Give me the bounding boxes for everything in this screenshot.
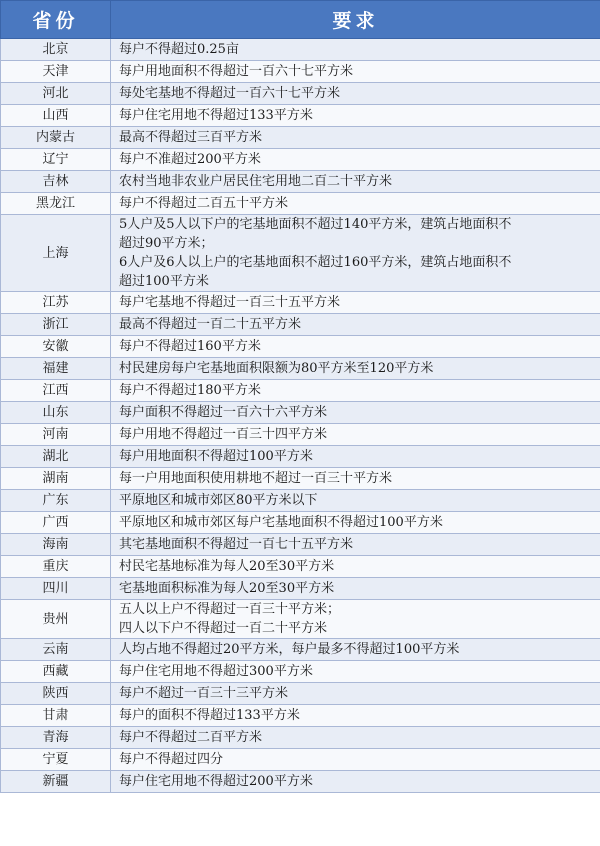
requirement-cell xyxy=(111,534,600,556)
province-cell: 贵州 xyxy=(1,600,111,639)
province-cell: 青海 xyxy=(1,727,111,749)
table-row xyxy=(1,292,600,314)
requirement-line: 超过90平方米； xyxy=(119,236,214,251)
province-cell: 江苏 xyxy=(1,292,111,314)
table-row xyxy=(1,127,600,149)
province-cell: 甘肃 xyxy=(1,705,111,727)
province-cell: 宁夏 xyxy=(1,749,111,771)
province-cell: 江西 xyxy=(1,380,111,402)
requirement-cell xyxy=(111,424,600,446)
table-row xyxy=(1,171,600,193)
requirement-cell xyxy=(111,771,600,793)
table-row xyxy=(1,683,600,705)
table-row xyxy=(1,39,600,61)
table-row xyxy=(1,661,600,683)
requirement-cell xyxy=(111,215,600,292)
province-cell: 湖北 xyxy=(1,446,111,468)
table-row xyxy=(1,446,600,468)
province-cell: 天津 xyxy=(1,61,111,83)
requirement-line: 每户不准超过200平方米 xyxy=(119,152,261,167)
requirement-line: 其宅基地面积不得超过一百七十五平方米 xyxy=(119,537,354,552)
table-row xyxy=(1,490,600,512)
requirement-line: 村民建房每户宅基地面积限额为80平方米至120平方米 xyxy=(119,361,434,376)
requirement-cell xyxy=(111,314,600,336)
province-cell: 上海 xyxy=(1,215,111,292)
requirement-cell xyxy=(111,446,600,468)
requirement-cell xyxy=(111,127,600,149)
province-cell: 山东 xyxy=(1,402,111,424)
table-row xyxy=(1,61,600,83)
province-cell: 内蒙古 xyxy=(1,127,111,149)
requirement-cell xyxy=(111,358,600,380)
province-cell: 广东 xyxy=(1,490,111,512)
table-row xyxy=(1,380,600,402)
requirement-line: 最高不得超过一百二十五平方米 xyxy=(119,317,302,332)
table-row xyxy=(1,215,600,292)
requirement-cell xyxy=(111,292,600,314)
requirement-line: 最高不得超过三百平方米 xyxy=(119,130,263,145)
requirement-line: 6人户及6人以上户的宅基地面积不超过160平方米，建筑占地面积不 xyxy=(119,255,512,270)
requirement-cell xyxy=(111,556,600,578)
requirement-line: 每户不得超过180平方米 xyxy=(119,383,261,398)
requirement-line: 超过100平方米 xyxy=(119,274,209,289)
table-row xyxy=(1,771,600,793)
requirement-line: 每户住宅用地不得超过300平方米 xyxy=(119,664,313,679)
province-cell: 河北 xyxy=(1,83,111,105)
requirement-cell xyxy=(111,105,600,127)
requirement-cell xyxy=(111,639,600,661)
requirement-cell xyxy=(111,336,600,358)
requirement-line: 每户不得超过160平方米 xyxy=(119,339,261,354)
requirement-line: 平原地区和城市郊区80平方米以下 xyxy=(119,493,318,508)
requirement-line: 每户不得超过0.25亩 xyxy=(119,42,239,57)
table-row xyxy=(1,749,600,771)
requirement-line: 每户不得超过二百五十平方米 xyxy=(119,196,289,211)
requirement-line: 每户不超过一百三十三平方米 xyxy=(119,686,289,701)
table-row xyxy=(1,468,600,490)
province-cell: 辽宁 xyxy=(1,149,111,171)
table-row xyxy=(1,727,600,749)
table-row xyxy=(1,512,600,534)
table-row xyxy=(1,149,600,171)
province-cell: 浙江 xyxy=(1,314,111,336)
requirement-cell xyxy=(111,512,600,534)
province-cell: 广西 xyxy=(1,512,111,534)
province-cell: 河南 xyxy=(1,424,111,446)
table-row xyxy=(1,314,600,336)
requirement-line: 5人户及5人以下户的宅基地面积不超过140平方米，建筑占地面积不 xyxy=(119,217,512,232)
requirement-line: 每户住宅用地不得超过133平方米 xyxy=(119,108,313,123)
requirement-cell xyxy=(111,578,600,600)
table-row xyxy=(1,534,600,556)
table-row xyxy=(1,358,600,380)
province-cell: 吉林 xyxy=(1,171,111,193)
requirement-cell xyxy=(111,468,600,490)
province-cell: 重庆 xyxy=(1,556,111,578)
province-cell: 北京 xyxy=(1,39,111,61)
requirement-line: 平原地区和城市郊区每户宅基地面积不得超过100平方米 xyxy=(119,515,443,530)
table-row xyxy=(1,402,600,424)
table-row xyxy=(1,336,600,358)
table-row xyxy=(1,105,600,127)
requirement-column-header: 要求 xyxy=(111,1,600,39)
requirement-cell xyxy=(111,83,600,105)
requirement-cell xyxy=(111,380,600,402)
province-cell: 四川 xyxy=(1,578,111,600)
table-row xyxy=(1,578,600,600)
table-row xyxy=(1,424,600,446)
requirement-line: 宅基地面积标准为每人20至30平方米 xyxy=(119,581,335,596)
table-row xyxy=(1,705,600,727)
requirement-cell xyxy=(111,402,600,424)
table-row xyxy=(1,83,600,105)
requirement-cell xyxy=(111,661,600,683)
requirement-line: 四人以下户不得超过一百二十平方米 xyxy=(119,621,328,636)
requirement-line: 每户用地面积不得超过100平方米 xyxy=(119,449,313,464)
requirement-line: 每户不得超过二百平方米 xyxy=(119,730,263,745)
requirement-line: 村民宅基地标准为每人20至30平方米 xyxy=(119,559,335,574)
province-cell: 黑龙江 xyxy=(1,193,111,215)
province-cell: 西藏 xyxy=(1,661,111,683)
requirement-cell xyxy=(111,727,600,749)
requirement-cell xyxy=(111,705,600,727)
requirement-line: 每户不得超过四分 xyxy=(119,752,224,767)
table-row xyxy=(1,193,600,215)
province-cell: 云南 xyxy=(1,639,111,661)
province-cell: 新疆 xyxy=(1,771,111,793)
province-cell: 海南 xyxy=(1,534,111,556)
province-column-header: 省份 xyxy=(1,1,111,39)
table-header-row xyxy=(1,1,600,39)
province-cell: 山西 xyxy=(1,105,111,127)
requirement-cell xyxy=(111,61,600,83)
requirement-line: 每户用地不得超过一百三十四平方米 xyxy=(119,427,328,442)
province-cell: 陕西 xyxy=(1,683,111,705)
table-row xyxy=(1,556,600,578)
requirement-cell xyxy=(111,193,600,215)
requirement-line: 每户面积不得超过一百六十六平方米 xyxy=(119,405,328,420)
requirement-cell xyxy=(111,149,600,171)
requirement-line: 每户的面积不得超过133平方米 xyxy=(119,708,300,723)
requirement-cell xyxy=(111,749,600,771)
requirement-line: 人均占地不得超过20平方米，每户最多不得超过100平方米 xyxy=(119,642,460,657)
requirement-line: 五人以上户不得超过一百三十平方米； xyxy=(119,602,341,617)
table-row xyxy=(1,639,600,661)
requirement-line: 每户宅基地不得超过一百三十五平方米 xyxy=(119,295,341,310)
requirement-line: 每处宅基地不得超过一百六十七平方米 xyxy=(119,86,341,101)
requirement-line: 每一户用地面积使用耕地不超过一百三十平方米 xyxy=(119,471,393,486)
province-cell: 安徽 xyxy=(1,336,111,358)
requirement-cell xyxy=(111,600,600,639)
requirement-cell xyxy=(111,683,600,705)
requirement-line: 每户用地面积不得超过一百六十七平方米 xyxy=(119,64,354,79)
requirement-cell xyxy=(111,39,600,61)
requirement-line: 农村当地非农业户居民住宅用地二百二十平方米 xyxy=(119,174,393,189)
province-cell: 湖南 xyxy=(1,468,111,490)
table-row xyxy=(1,600,600,639)
province-cell: 福建 xyxy=(1,358,111,380)
table-body xyxy=(1,39,600,793)
requirement-line: 每户住宅用地不得超过200平方米 xyxy=(119,774,313,789)
requirement-cell xyxy=(111,171,600,193)
requirement-cell xyxy=(111,490,600,512)
